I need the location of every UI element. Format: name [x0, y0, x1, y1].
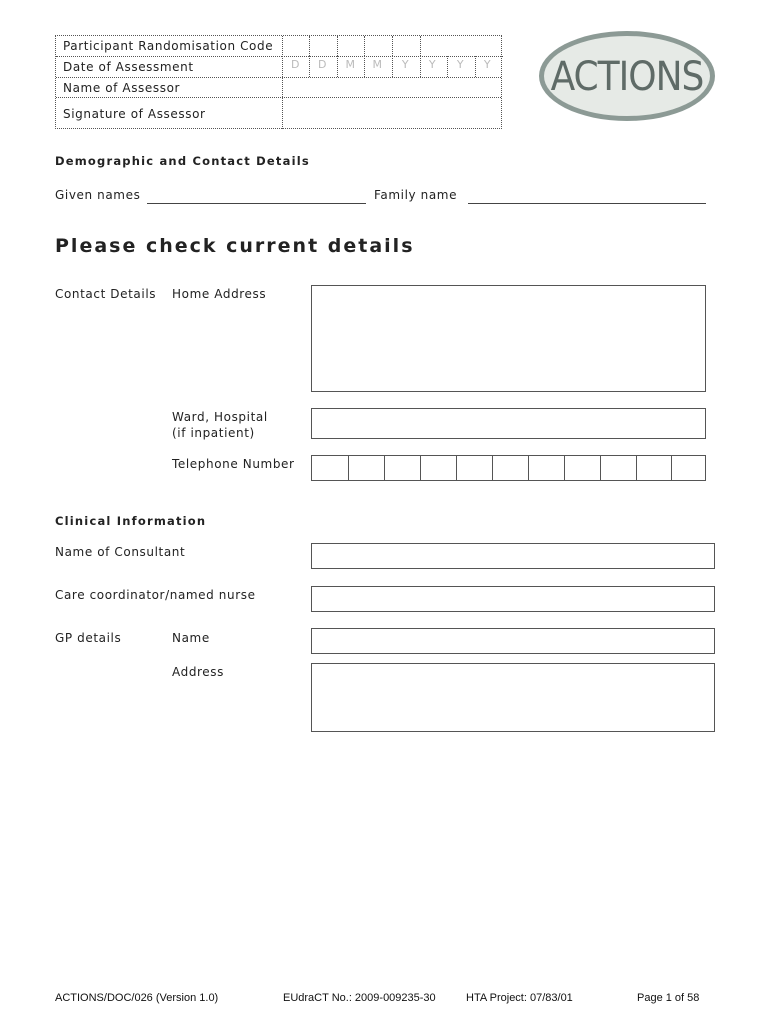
gp-address-label: Address — [172, 665, 224, 679]
date-year-placeholder-1[interactable]: Y — [401, 58, 410, 71]
date-year-placeholder-4[interactable]: Y — [483, 58, 492, 71]
actions-logo — [536, 28, 718, 124]
footer-eudract: EUdraCT No.: 2009-009235-30 — [283, 992, 436, 1004]
consultant-label: Name of Consultant — [55, 545, 186, 559]
care-coordinator-label: Care coordinator/named nurse — [55, 588, 256, 602]
assessor-name-label: Name of Assessor — [63, 81, 181, 95]
demographic-section-title: Demographic and Contact Details — [55, 154, 310, 168]
date-month-placeholder-1[interactable]: M — [345, 58, 356, 71]
date-year-placeholder-3[interactable]: Y — [456, 58, 465, 71]
family-name-field[interactable] — [468, 203, 706, 204]
contact-details-label: Contact Details — [55, 287, 157, 301]
footer-hta: HTA Project: 07/83/01 — [466, 992, 573, 1004]
telephone-field[interactable] — [311, 455, 706, 481]
clinical-section-title: Clinical Information — [55, 514, 207, 528]
family-name-label: Family name — [374, 188, 458, 202]
gp-address-field[interactable] — [311, 663, 715, 732]
home-address-field[interactable] — [311, 285, 706, 392]
given-names-field[interactable] — [147, 203, 366, 204]
date-day-placeholder-1[interactable]: D — [290, 58, 301, 71]
date-day-placeholder-2[interactable]: D — [317, 58, 328, 71]
participant-code-label: Participant Randomisation Code — [63, 39, 274, 53]
date-year-placeholder-2[interactable]: Y — [428, 58, 437, 71]
ward-hospital-label: Ward, Hospital — [172, 410, 268, 424]
telephone-label: Telephone Number — [172, 457, 295, 471]
page-title: Please check current details — [55, 235, 415, 257]
assessor-signature-label: Signature of Assessor — [63, 107, 206, 121]
inpatient-note-label: (if inpatient) — [172, 426, 255, 440]
home-address-label: Home Address — [172, 287, 267, 301]
date-month-placeholder-2[interactable]: M — [372, 58, 383, 71]
given-names-label: Given names — [55, 188, 141, 202]
svg-text:ACTIONS: ACTIONS — [550, 54, 704, 100]
date-assessment-label: Date of Assessment — [63, 60, 194, 74]
care-coordinator-field[interactable] — [311, 586, 715, 612]
footer-page-number: Page 1 of 58 — [637, 992, 700, 1004]
gp-name-label: Name — [172, 631, 210, 645]
gp-name-field[interactable] — [311, 628, 715, 654]
ward-hospital-field[interactable] — [311, 408, 706, 439]
footer-doc-id: ACTIONS/DOC/026 (Version 1.0) — [55, 992, 219, 1004]
gp-details-label: GP details — [55, 631, 122, 645]
consultant-field[interactable] — [311, 543, 715, 569]
assessment-header-table — [55, 35, 502, 129]
